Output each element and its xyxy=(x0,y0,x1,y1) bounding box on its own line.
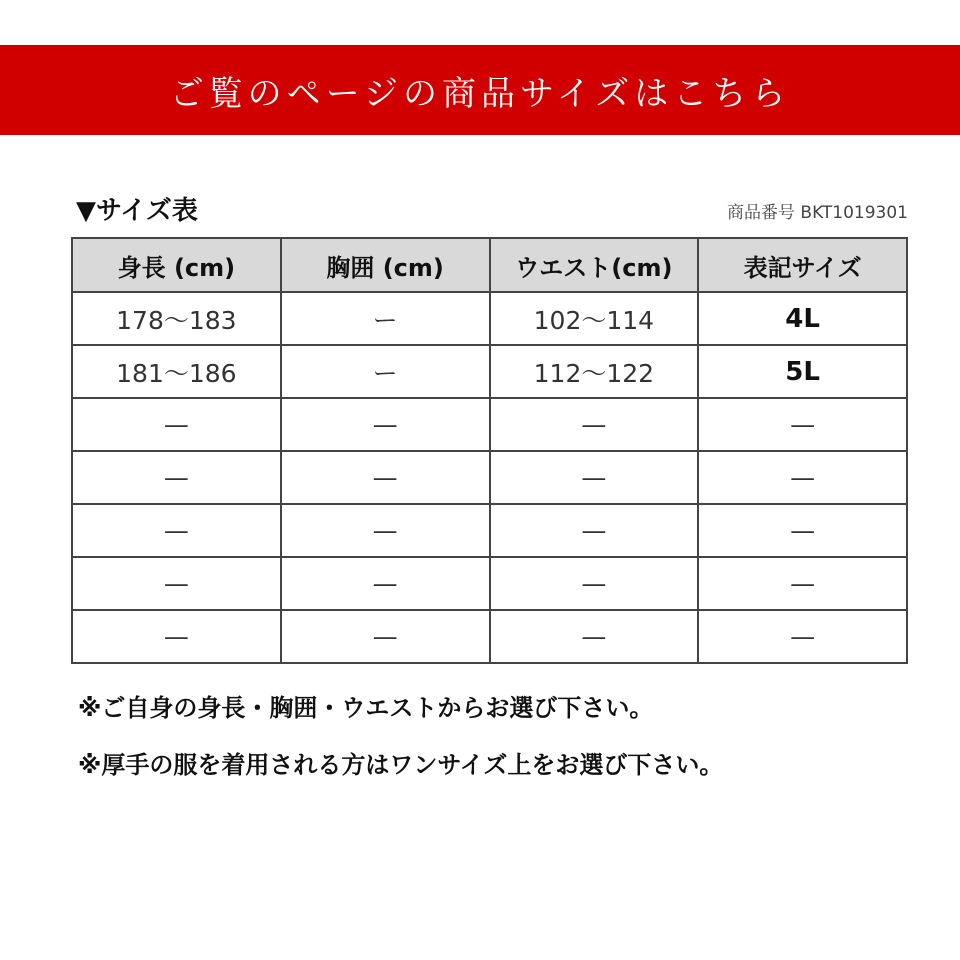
table-header-row xyxy=(72,238,907,292)
cell-size-label: — xyxy=(698,451,907,504)
cell-size-label: — xyxy=(698,610,907,663)
cell-height: — xyxy=(72,451,281,504)
cell-height: — xyxy=(72,398,281,451)
cell-height: — xyxy=(72,504,281,557)
header-waist: ウエスト(cm) xyxy=(490,238,699,292)
thick-clothing-note: ※厚手の服を着用される方はワンサイズ上をお選び下さい。 xyxy=(78,751,724,779)
cell-height: 181〜186 xyxy=(72,345,281,398)
cell-height: 178〜183 xyxy=(72,292,281,345)
cell-size-label: — xyxy=(698,504,907,557)
product-number: 商品番号 BKT1019301 xyxy=(727,203,908,223)
cell-size-label: — xyxy=(698,398,907,451)
cell-waist: — xyxy=(490,610,699,663)
size-selection-note: ※ご自身の身長・胸囲・ウエストからお選び下さい。 xyxy=(78,694,654,722)
cell-chest: — xyxy=(281,557,490,610)
table-row xyxy=(72,451,907,504)
cell-chest: — xyxy=(281,610,490,663)
cell-waist: 112〜122 xyxy=(490,345,699,398)
cell-waist: — xyxy=(490,557,699,610)
cell-waist: — xyxy=(490,504,699,557)
header-size-label: 表記サイズ xyxy=(698,238,907,292)
cell-height: — xyxy=(72,557,281,610)
cell-waist: — xyxy=(490,451,699,504)
size-chart-heading xyxy=(76,188,908,228)
header-chest: 胸囲 (cm) xyxy=(281,238,490,292)
cell-chest: ー xyxy=(281,345,490,398)
cell-size-label: 4L xyxy=(698,292,907,345)
table-row xyxy=(72,504,907,557)
cell-waist: — xyxy=(490,398,699,451)
banner-title: ご覧のページの商品サイズはこちら xyxy=(169,73,791,114)
size-chart-title: ▼サイズ表 xyxy=(76,196,198,226)
cell-size-label: — xyxy=(698,557,907,610)
header-banner xyxy=(0,45,960,135)
cell-chest: — xyxy=(281,451,490,504)
cell-waist: 102〜114 xyxy=(490,292,699,345)
table-row xyxy=(72,398,907,451)
cell-height: — xyxy=(72,610,281,663)
cell-chest: — xyxy=(281,504,490,557)
cell-chest: — xyxy=(281,398,490,451)
header-height: 身長 (cm) xyxy=(72,238,281,292)
table-row xyxy=(72,292,907,345)
table-row xyxy=(72,345,907,398)
table-row xyxy=(72,610,907,663)
cell-chest: ー xyxy=(281,292,490,345)
cell-size-label: 5L xyxy=(698,345,907,398)
size-table xyxy=(71,237,908,664)
table-row xyxy=(72,557,907,610)
